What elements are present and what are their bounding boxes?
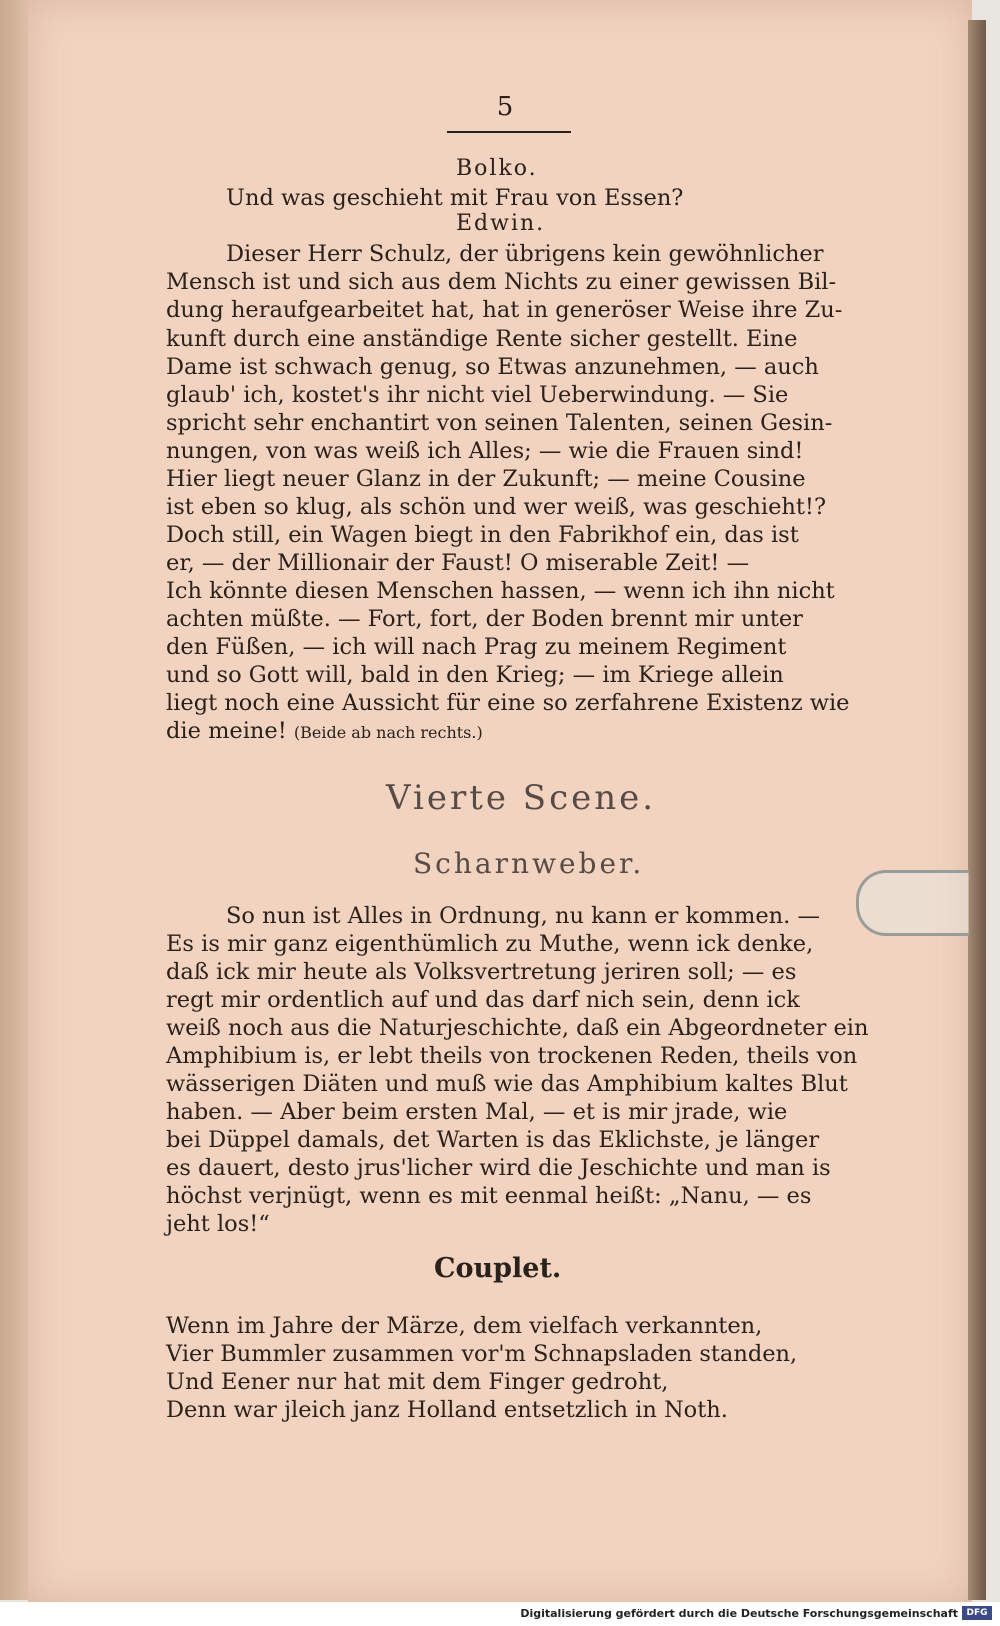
scharnweber-line-2: Es is mir ganz eigenthümlich zu Muthe, wenn ick denke, xyxy=(166,931,814,957)
edwin-line-7: spricht sehr enchantirt von seinen Talenten, seinen Gesin- xyxy=(166,410,833,436)
edwin-line-9: Hier liegt neuer Glanz in der Zukunft; — meine Cousine xyxy=(166,466,806,492)
edwin-line-1: Dieser Herr Schulz, der übrigens kein gewöhnlicher xyxy=(226,241,824,267)
dfg-logo: DFG xyxy=(962,1606,992,1620)
edwin-line-18-text: die meine! xyxy=(166,718,287,744)
scharnweber-line-12: jeht los!“ xyxy=(166,1211,270,1237)
edwin-line-13: Ich könnte diesen Menschen hassen, — wenn ich ihn nicht xyxy=(166,578,835,604)
edwin-line-16: und so Gott will, bald in den Krieg; — im Kriege allein xyxy=(166,662,784,688)
scharnweber-line-11: höchst verjnügt, wenn es mit eenmal heißt: „Nanu, — es xyxy=(166,1183,812,1209)
edwin-line-8: nungen, von was weiß ich Alles; — wie die Frauen sind! xyxy=(166,438,804,464)
edwin-line-14: achten müßte. — Fort, fort, der Boden brennt mir unter xyxy=(166,606,803,632)
verse-line-3: Und Eener nur hat mit dem Finger gedroht, xyxy=(166,1369,669,1395)
speaker-edwin: Edwin. xyxy=(456,211,546,236)
page-clip xyxy=(856,870,969,936)
footer-funding-note: Digitalisierung gefördert durch die Deutsche Forschungsgemeinschaft xyxy=(520,1607,958,1620)
edwin-line-5: Dame ist schwach genug, so Etwas anzunehmen, — auch xyxy=(166,354,819,380)
scharnweber-line-10: es dauert, desto jrus'licher wird die Jeschichte und man is xyxy=(166,1155,831,1181)
edwin-line-2: Mensch ist und sich aus dem Nichts zu einer gewissen Bil- xyxy=(166,269,837,295)
edwin-line-6: glaub' ich, kostet's ihr nicht viel Ueberwindung. — Sie xyxy=(166,382,789,408)
edwin-line-4: kunft durch eine anständige Rente sicher gestellt. Eine xyxy=(166,326,798,352)
scharnweber-line-7: wässerigen Diäten und muß wie das Amphibium kaltes Blut xyxy=(166,1071,848,1097)
verse-line-2: Vier Bummler zusammen vor'm Schnapsladen standen, xyxy=(166,1341,798,1367)
edwin-line-17: liegt noch eine Aussicht für eine so zerfahrene Existenz wie xyxy=(166,690,850,716)
page-number-rule xyxy=(447,131,571,133)
scharnweber-line-8: haben. — Aber beim ersten Mal, — et is mir jrade, wie xyxy=(166,1099,788,1125)
scharnweber-line-3: daß ick mir heute als Volksvertretung jeriren soll; — es xyxy=(166,959,797,985)
page-number: 5 xyxy=(496,92,514,122)
edwin-line-15: den Füßen, — ich will nach Prag zu meinem Regiment xyxy=(166,634,787,660)
edwin-line-11: Doch still, ein Wagen biegt in den Fabrikhof ein, das ist xyxy=(166,522,799,548)
speaker-bolko: Bolko. xyxy=(456,156,538,181)
scharnweber-line-4: regt mir ordentlich auf und das darf nich sein, denn ick xyxy=(166,987,800,1013)
scene-heading: Vierte Scene. xyxy=(386,778,657,818)
scharnweber-line-1: So nun ist Alles in Ordnung, nu kann er kommen. — xyxy=(226,903,820,929)
edwin-line-3: dung heraufgearbeitet hat, hat in generöser Weise ihre Zu- xyxy=(166,297,843,323)
bolko-line: Und was geschieht mit Frau von Essen? xyxy=(226,185,684,211)
edwin-line-18 xyxy=(166,717,483,747)
scharnweber-line-6: Amphibium is, er lebt theils von trockenen Reden, theils von xyxy=(166,1043,858,1069)
verse-line-1: Wenn im Jahre der Märze, dem vielfach verkannten, xyxy=(166,1313,763,1339)
scharnweber-line-9: bei Düppel damals, det Warten is das Eklichste, je länger xyxy=(166,1127,820,1153)
speaker-scharnweber: Scharnweber. xyxy=(413,847,645,880)
edwin-line-10: ist eben so klug, als schön und wer weiß, was geschieht!? xyxy=(166,494,827,520)
stage-direction: (Beide ab nach rechts.) xyxy=(293,723,483,742)
scharnweber-line-5: weiß noch aus die Naturjeschichte, daß ein Abgeordneter ein xyxy=(166,1015,869,1041)
book-binding xyxy=(0,0,30,1600)
edwin-line-12: er, — der Millionair der Faust! O miserable Zeit! — xyxy=(166,550,750,576)
verse-line-4: Denn war jleich janz Holland entsetzlich in Noth. xyxy=(166,1397,728,1423)
couplet-heading: Couplet. xyxy=(434,1253,562,1284)
page-edge xyxy=(968,20,986,1600)
